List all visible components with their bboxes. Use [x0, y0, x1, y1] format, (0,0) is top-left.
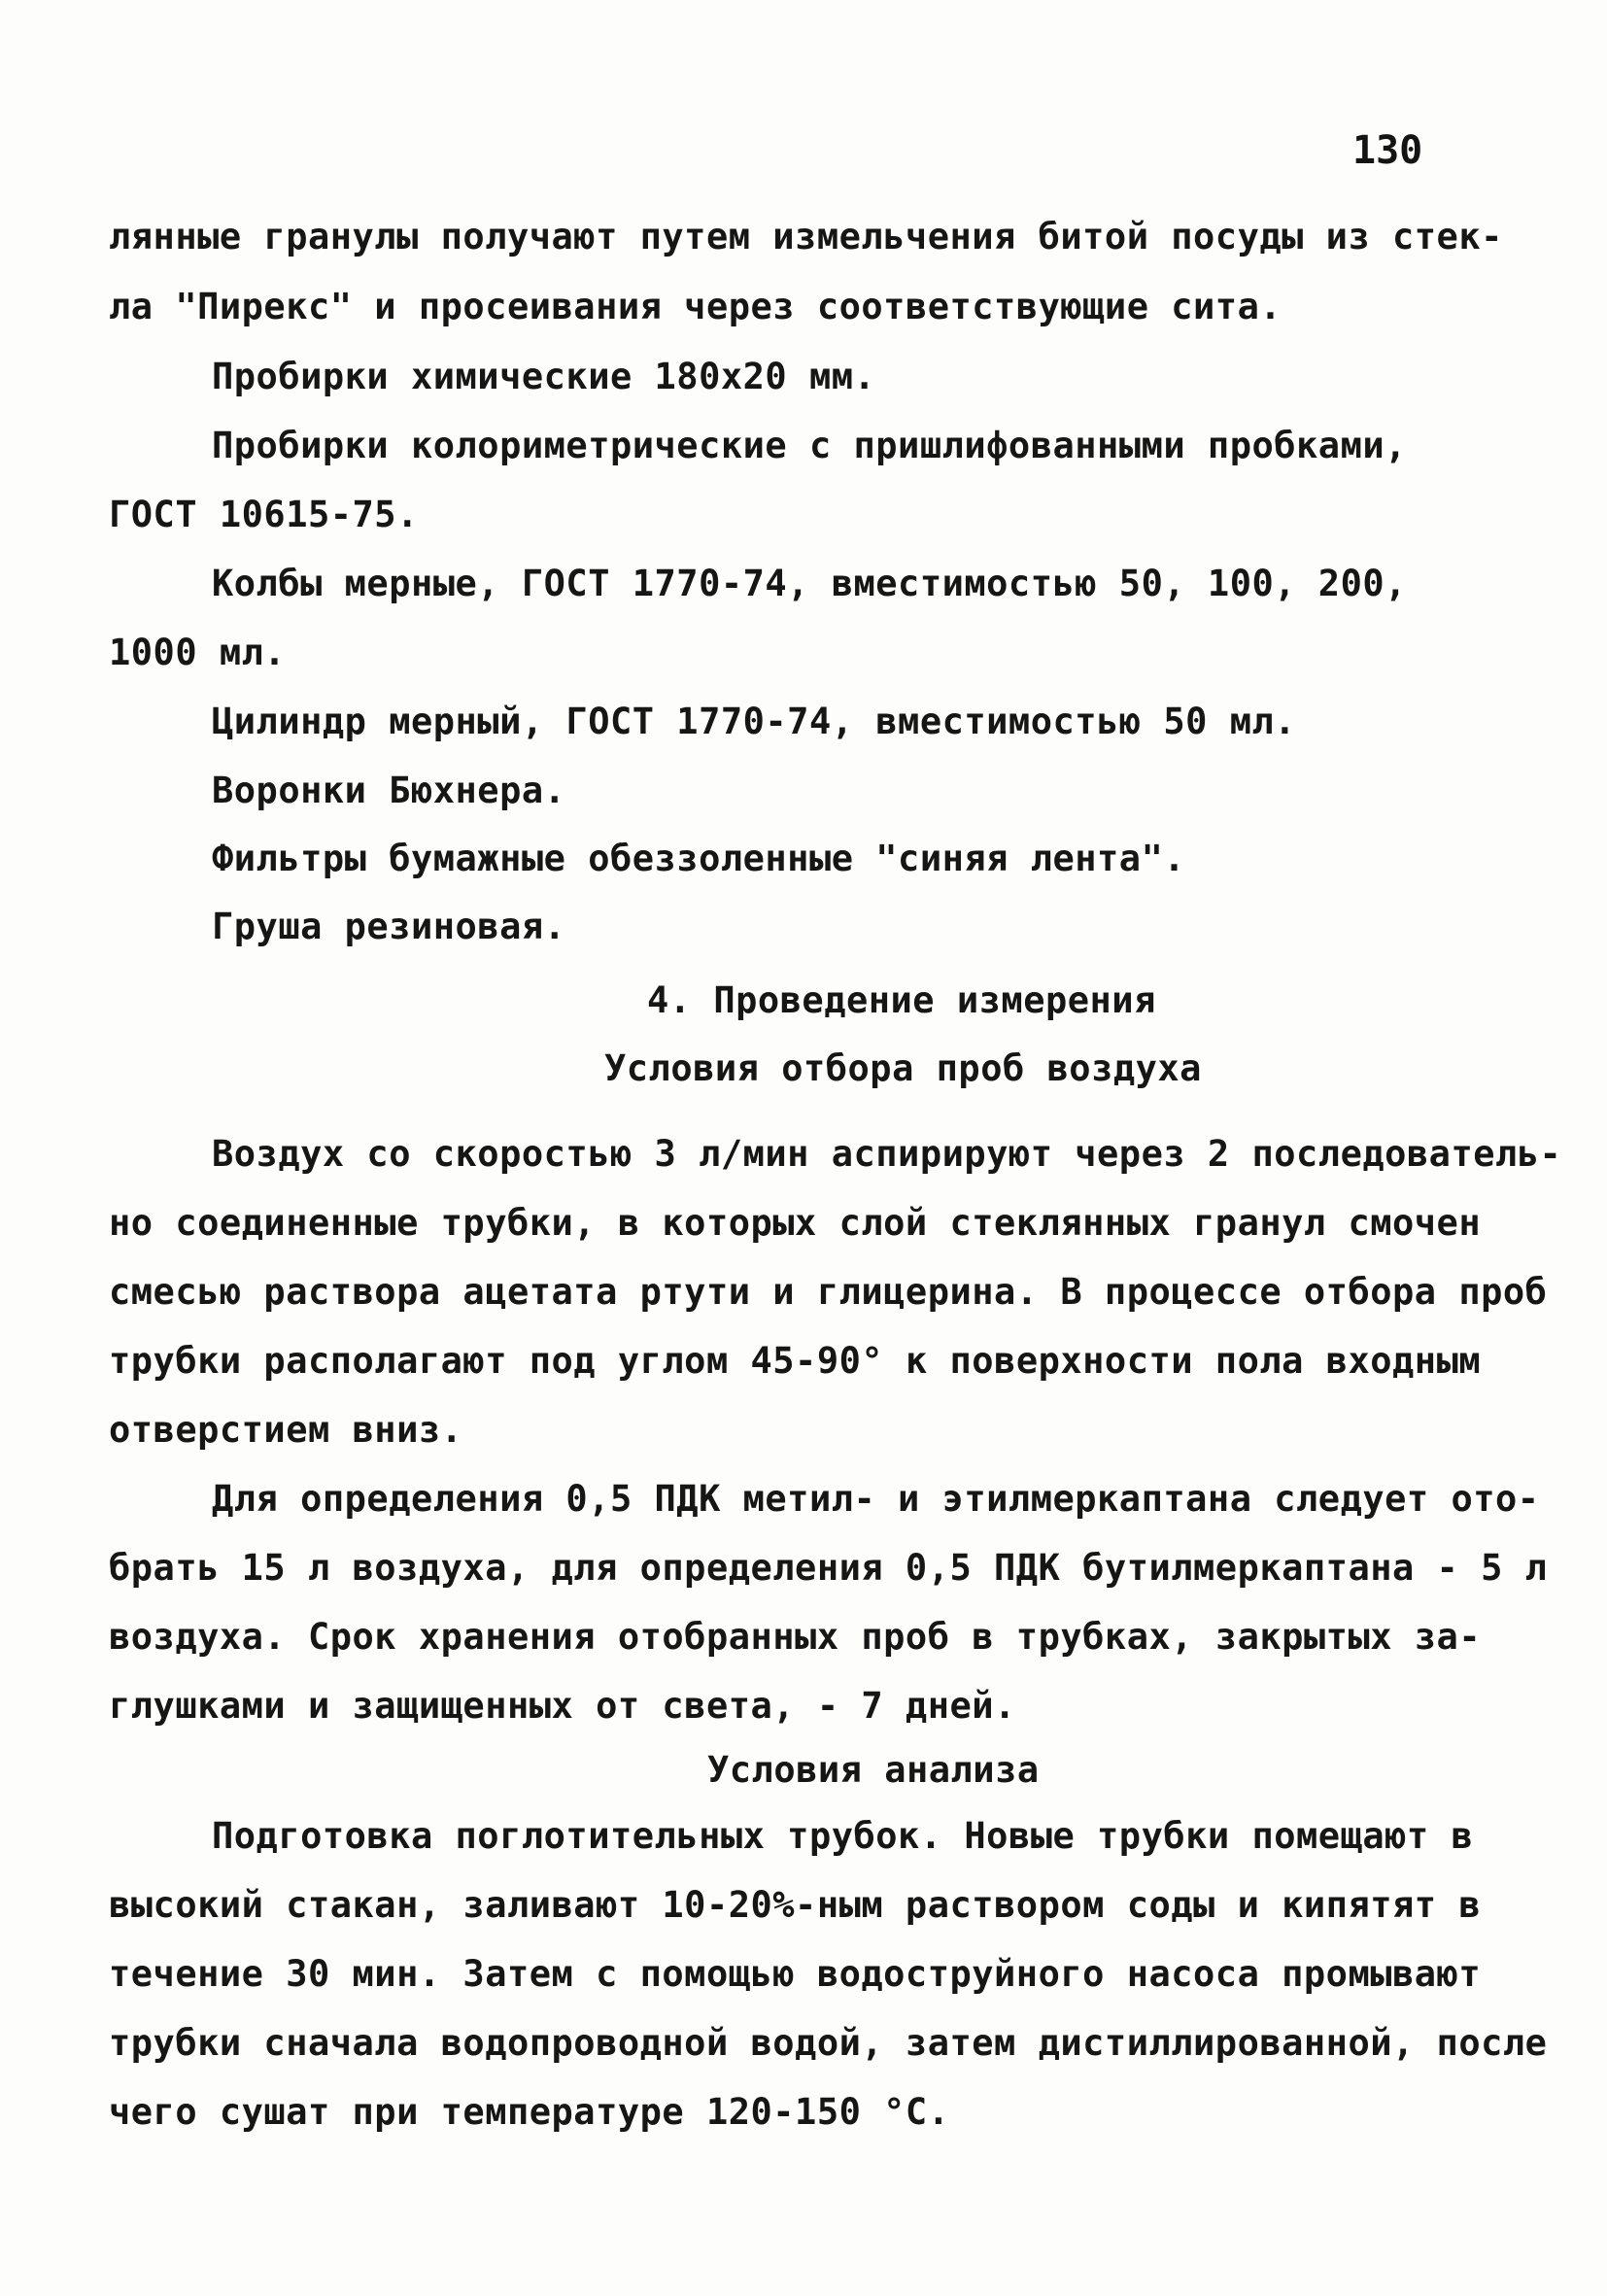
equipment-item: Пробирки колориметрические с пришлифованными пробками,: [212, 425, 1407, 466]
text-line: трубки сначала водопроводной водой, затем дистиллированной, после: [109, 2022, 1548, 2064]
text-line: отверстием вниз.: [109, 1409, 463, 1451]
text-line: глушками и защищенных от света, - 7 дней.: [109, 1685, 1016, 1727]
equipment-item: Колбы мерные, ГОСТ 1770-74, вместимостью 50, 100, 200,: [212, 563, 1407, 604]
text-line: ла "Пирекс" и просеивания через соответствующие сита.: [109, 286, 1282, 327]
text-line: [109, 2091, 949, 2134]
page-number: 130: [1352, 128, 1423, 173]
text-line: течение 30 мин. Затем с помощью водоструйного насоса промывают: [109, 1953, 1482, 1995]
equipment-item: Воронки Бюхнера.: [212, 770, 566, 811]
subsection-title-sampling: Условия отбора проб воздуха: [604, 1047, 1202, 1089]
text-run: °С.: [883, 2091, 950, 2133]
text-line: [109, 1340, 1481, 1383]
section-title: 4. Проведение измерения: [647, 979, 1156, 1021]
text-line: но соединенные трубки, в которых слой стеклянных гранул смочен: [109, 1202, 1482, 1244]
text-line: брать 15 л воздуха, для определения 0,5 ПДК бутилмеркаптана - 5 л: [109, 1547, 1548, 1589]
equipment-item-continuation: ГОСТ 10615-75.: [109, 494, 419, 535]
equipment-item-continuation: 1000 мл.: [109, 632, 287, 673]
text-run: трубки располагают под углом 45-90: [109, 1340, 862, 1382]
subsection-title-analysis: Условия анализа: [707, 1749, 1040, 1791]
equipment-item: Цилиндр мерный, ГОСТ 1770-74, вместимостью 50 мл.: [212, 701, 1297, 742]
text-run: ° к поверхности пола входным: [861, 1340, 1482, 1382]
text-line: Для определения 0,5 ПДК метил- и этилмеркаптана следует ото-: [212, 1478, 1540, 1520]
text-line: высокий стакан, заливают 10-20%-ным раствором соды и кипятят в: [109, 1884, 1482, 1926]
text-run: чего сушат при температуре 120-150: [109, 2091, 884, 2133]
text-line: лянные гранулы получают путем измельчения битой посуды из стек-: [109, 216, 1503, 257]
text-line: воздуха. Срок хранения отобранных проб в трубках, закрытых за-: [109, 1616, 1482, 1658]
equipment-item: Фильтры бумажные обеззоленные "синяя лента".: [212, 838, 1186, 879]
text-line: Подготовка поглотительных трубок. Новые трубки помещают в: [212, 1815, 1474, 1857]
equipment-item: Груша резиновая.: [212, 906, 566, 947]
text-line: смесью раствора ацетата ртути и глицерина. В процессе отбора проб: [109, 1271, 1548, 1313]
equipment-item: Пробирки химические 180х20 мм.: [212, 356, 876, 397]
text-line: Воздух со скоростью 3 л/мин аспирируют через 2 последователь-: [212, 1133, 1562, 1175]
